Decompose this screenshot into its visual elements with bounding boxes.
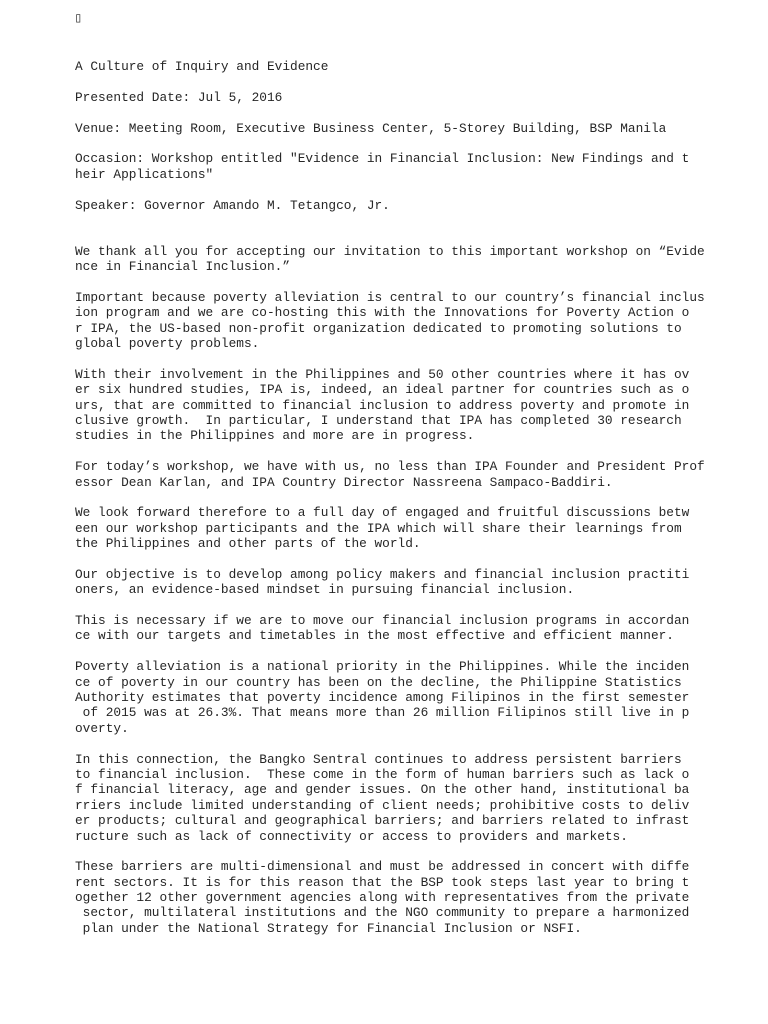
paragraph-line: Poverty alleviation is a national priority in the Philippines. While the inciden bbox=[75, 659, 690, 675]
paragraph-line: ce with our targets and timetables in the most effective and efficient manner. bbox=[75, 628, 674, 644]
document-body bbox=[75, 59, 705, 952]
paragraph-line: Our objective is to develop among policy makers and financial inclusion practiti bbox=[75, 566, 690, 582]
venue-line: Venue: Meeting Room, Executive Business Center, 5-Storey Building, BSP Manila bbox=[75, 120, 667, 136]
paragraph-line: nce in Financial Inclusion.” bbox=[75, 259, 291, 275]
paragraph-line: f financial literacy, age and gender issues. On the other hand, institutional ba bbox=[75, 782, 690, 798]
speech-paragraph bbox=[75, 459, 705, 490]
spacer bbox=[75, 228, 695, 243]
paragraph-line: ce of poverty in our country has been on the decline, the Philippine Statistics bbox=[75, 674, 682, 690]
paragraph-line: clusive growth. In particular, I understand that IPA has completed 30 research bbox=[75, 412, 682, 428]
paragraph-line: These barriers are multi-dimensional and must be addressed in concert with diffe bbox=[75, 859, 690, 875]
paragraph-line: overty. bbox=[75, 720, 129, 736]
paragraph-line: global poverty problems. bbox=[75, 336, 260, 352]
paragraph-line: studies in the Philippines and more are in progress. bbox=[75, 428, 475, 444]
paragraph-line: oners, an evidence-based mindset in pursuing financial inclusion. bbox=[75, 582, 575, 598]
paragraph-line: This is necessary if we are to move our financial inclusion programs in accordan bbox=[75, 613, 690, 629]
paragraph-line: rriers include limited understanding of client needs; prohibitive costs to deliv bbox=[75, 797, 690, 813]
speech-paragraph bbox=[75, 752, 695, 844]
paragraph-line: ructure such as lack of connectivity or access to providers and markets. bbox=[75, 828, 628, 844]
speaker-line: Speaker: Governor Amando M. Tetangco, Jr. bbox=[75, 197, 390, 213]
paragraph-line: Authority estimates that poverty incidence among Filipinos in the first semester bbox=[75, 690, 690, 706]
paragraph-line: er six hundred studies, IPA is, indeed, an ideal partner for countries such as o bbox=[75, 382, 690, 398]
speech-paragraph bbox=[75, 289, 705, 352]
occasion-line: Occasion: Workshop entitled "Evidence in Financial Inclusion: New Findings and t bbox=[75, 151, 690, 167]
paragraph-line: er products; cultural and geographical barriers; and barriers related to infrast bbox=[75, 813, 690, 829]
speaker bbox=[75, 198, 695, 213]
paragraph-line: to financial inclusion. These come in the form of human barriers such as lack o bbox=[75, 766, 690, 782]
speech-paragraph bbox=[75, 567, 695, 598]
paragraph-line: the Philippines and other parts of the world. bbox=[75, 536, 421, 552]
paragraph-line: With their involvement in the Philippines and 50 other countries where it has ov bbox=[75, 366, 690, 382]
occasion bbox=[75, 151, 695, 182]
speech-paragraph bbox=[75, 613, 695, 644]
paragraph-line: een our workshop participants and the IPA which will share their learnings from bbox=[75, 520, 682, 536]
paragraph-line: We look forward therefore to a full day of engaged and fruitful discussions betw bbox=[75, 505, 690, 521]
paragraph-line: We thank all you for accepting our invitation to this important workshop on “Evide bbox=[75, 243, 705, 259]
paragraph-line: For today’s workshop, we have with us, no less than IPA Founder and President Prof bbox=[75, 459, 705, 475]
paragraph-line: r IPA, the US-based non-profit organization dedicated to promoting solutions to bbox=[75, 320, 682, 336]
speech-paragraphs bbox=[75, 243, 705, 937]
placeholder-glyph-icon: ▯ bbox=[74, 11, 83, 27]
paragraph-line: ogether 12 other government agencies along with representatives from the private bbox=[75, 890, 690, 906]
paragraph-line: essor Dean Karlan, and IPA Country Director Nassreena Sampaco-Baddiri. bbox=[75, 474, 613, 490]
occasion-line: heir Applications" bbox=[75, 166, 214, 182]
paragraph-line: of 2015 was at 26.3%. That means more than 26 million Filipinos still live in p bbox=[75, 705, 690, 721]
speech-paragraph bbox=[75, 659, 695, 736]
presented-date bbox=[75, 90, 695, 105]
paragraph-line: In this connection, the Bangko Sentral continues to address persistent barriers bbox=[75, 751, 682, 767]
paragraph-line: plan under the National Strategy for Financial Inclusion or NSFI. bbox=[75, 920, 582, 936]
paragraph-line: rent sectors. It is for this reason that the BSP took steps last year to bring t bbox=[75, 874, 690, 890]
paragraph-line: sector, multilateral institutions and the NGO community to prepare a harmonized bbox=[75, 905, 690, 921]
speech-paragraph bbox=[75, 243, 705, 275]
speech-paragraph bbox=[75, 859, 695, 936]
paragraph-line: ion program and we are co-hosting this with the Innovations for Poverty Action o bbox=[75, 305, 690, 321]
speech-paragraph bbox=[75, 367, 695, 444]
speech-paragraph bbox=[75, 505, 695, 551]
presented-date-line: Presented Date: Jul 5, 2016 bbox=[75, 89, 283, 105]
document-title bbox=[75, 59, 695, 74]
venue bbox=[75, 121, 695, 136]
paragraph-line: urs, that are committed to financial inclusion to address poverty and promote in bbox=[75, 397, 690, 413]
paragraph-line: Important because poverty alleviation is central to our country’s financial inclus bbox=[75, 289, 705, 305]
title-line: A Culture of Inquiry and Evidence bbox=[75, 59, 329, 74]
